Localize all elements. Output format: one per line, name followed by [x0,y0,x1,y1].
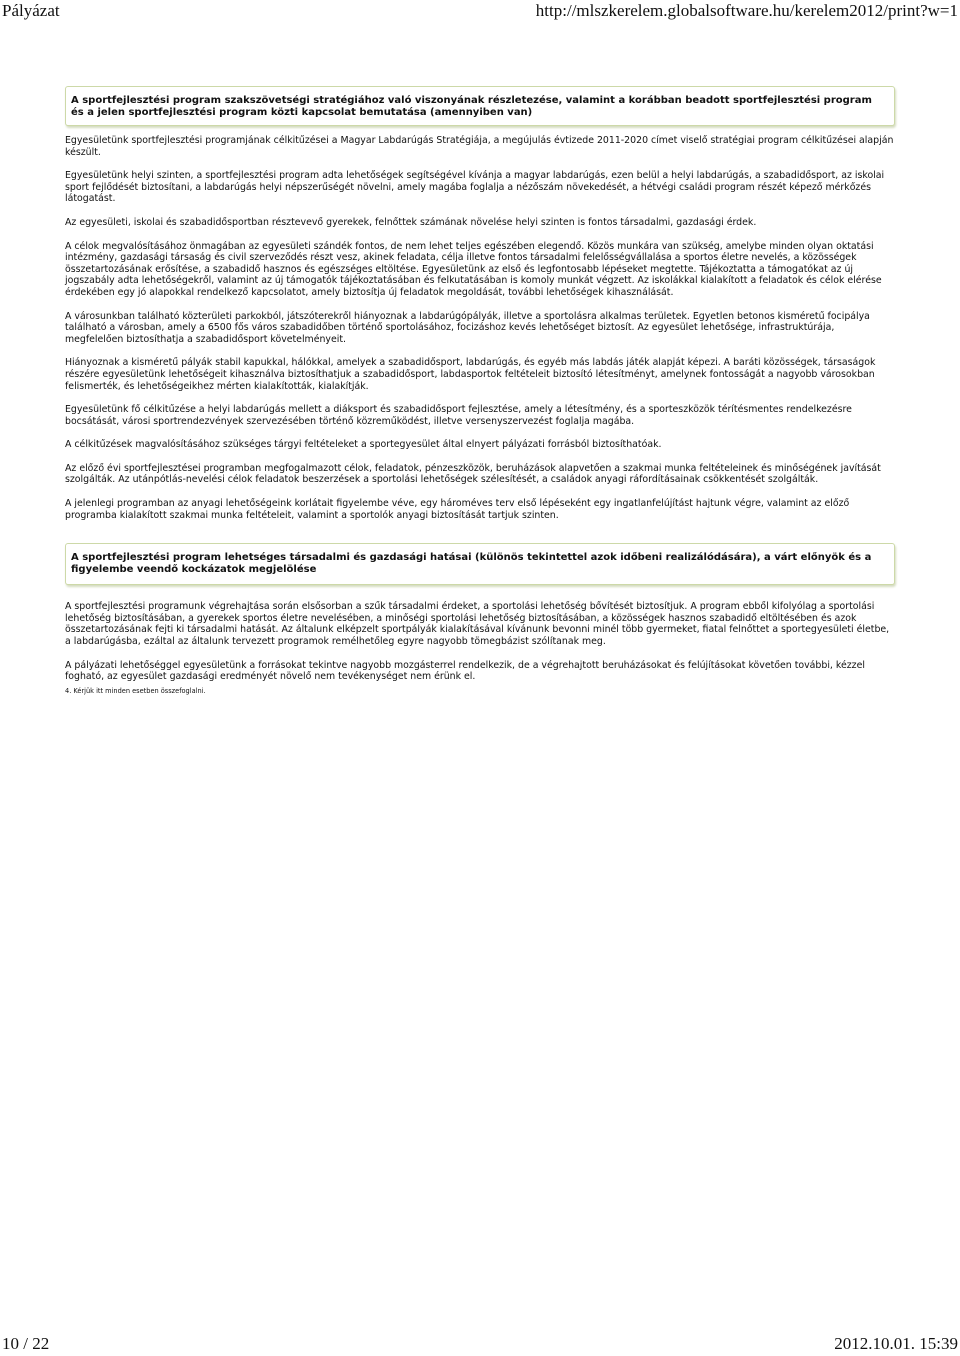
section-title: A sportfejlesztési program szakszövetségi stratégiához való viszonyának részletezése, valamint a korábban beadott sportfejlesztési program és a jelen sportfejlesztési program közti kapcsolat bemutatása (amennyiben van) [71,95,872,118]
print-footer [0,1334,960,1356]
section-title: A sportfejlesztési program lehetséges társadalmi és gazdasági hatásai (különös tekintettel azok időbeni realizálódására), a várt előnyök és a figyelembe veendő kockázatok megjelölése [71,552,872,576]
paragraph: Hiányoznak a kisméretű pályák stabil kapukkal, hálókkal, amelyek a szabadidősport, labdarúgás, és egyéb más labdás játék alapját képezi. A baráti közösségek, társaságok részére egyesületünk lehetőségeit kihasználva biztosíthatjuk a szabadidősport, labdasportok feltételeit biztosító létesítményt, amelynek fontosságát a nagyobb városokban felismerték, és lehetőségeikhez mérten kialakították, kialakítják. [65,357,876,392]
print-header-url[interactable]: http://mlszkerelem.globalsoftware.hu/kerelem2012/print?w=1 [535,1,958,20]
print-timestamp: 2012.10.01. 15:39 [834,1334,958,1353]
section-title-box [65,86,895,126]
print-header [0,0,960,22]
footnote: 4. Kérjük itt minden esetben összefoglalni. [65,686,206,695]
paragraph: A jelenlegi programban az anyagi lehetőségeink korlátait figyelembe véve, egy hároméves terv első lépéseként egy ingatlanfelújítást hajtunk végre, valamint az előző programba kialakított szakmai munka feltételeit, valamint a sportolók anyagi biztosítását tartjuk szinten. [65,498,850,521]
page-number: 10 / 22 [2,1334,50,1353]
document-content [65,86,895,695]
paragraph: A városunkban található közterületi parkokból, játszóterekről hiányoznak a labdarúgópályák, illetve a sportolásra alkalmas területek. Egyetlen betonos kisméretű focipálya található a városban, amely a 6500 fős város szabadidőben történő sportolásához, focizáshoz kevés lehetőséget biztosít. Az egyesület lehetősége, infrastruktúrája, megfelelően biztosíthatja a szabadidősport követelményeit. [65,310,870,345]
paragraph: Egyesületünk helyi szinten, a sportfejlesztési program adta lehetőségek segítségével kívánja a magyar labdarúgás, ezen belül a helyi labdarúgás, a szabadidősport, az iskolai sport fejlődését biztosítani, a labdarúgás helyi népszerűségét növelni, amely magába foglalja a nézőszám növekedését, a hétvégi családi program részét képező mérkőzés látogatást. [65,170,885,205]
print-header-title: Pályázat [2,1,60,20]
paragraph: A pályázati lehetőséggel egyesületünk a forrásokat tekintve nagyobb mozgásterrel rendelkezik, de a végrehajtott beruházásokat és felújításokat követően további, kézzel fogható, az egyesület gazdasági eredményét növelő nem tevékenységet nem érünk el. [65,659,865,683]
paragraph: A célkitűzések magvalósításához szükséges tárgyi feltételeket a sportegyesület által elnyert pályázati forrásból biztosíthatóak. [65,439,662,451]
paragraph: Az egyesületi, iskolai és szabadidősportban résztevevő gyerekek, felnőttek számának növelése helyi szinten is fontos társadalmi, gazdasági érdek. [65,216,757,228]
paragraph: Egyesületünk fő célkitűzése a helyi labdarúgás mellett a diáksport és szabadidősport fejlesztése, amely a létesítmény, és a sporteszközök térítésmentes rendelkezésre bocsátását, városi sportrendezvények szervezésében történő közreműködést, illetve versenyszervezést foglalja magába. [65,404,852,427]
paragraph: Egyesületünk sportfejlesztési programjának célkitűzései a Magyar Labdarúgás Stratégiája, a megújulás évtizede 2011-2020 címet viselő stratégiai program célkitűzései alapján készült. [65,135,894,158]
section-title-box [65,543,895,585]
paragraph: A célok megvalósításához önmagában az egyesületi szándék fontos, de nem lehet teljes egészében elegendő. Közös munkára van szükség, amelybe minden olyan oktatási intézmény, gazdasági társaság és civil szerveződés részt vesz, akinek feladata, célja illetve fontos társadalmi felelősségvállalása a sportos életre nevelés, a közösségek összetartozásának erősítése, a szabadidő hasznos és egészséges eltöltése. Egyesületünk az első és legfontosabb lépéseket megtette. Tájékoztatta a támogatókat az új jogszabály adta lehetőségekről, valamint az új támogatók tájékoztatásában és felkutatásában is komoly munkát végzett. Az iskolákkal kialakított a feladatok és célok elérése érdekében egy jó alapokkal rendelkező kapcsolatot, amely biztosítja új feladatok megoldását, további lehetőségek kihasználását. [65,240,882,298]
paragraph: A sportfejlesztési programunk végrehajtása során elsősorban a szűk társadalmi érdeket, a sportolási lehetőség bővítését biztosítjuk. A program ebből kifolyólag a sportolási lehetőség biztosításában, a gyerekek sportos életre nevelésében, a minőségi sportolási lehetőség biztosításában, a közösségek hasznos szabadidő eltöltésében és azok összetartozásának fejti ki társadalmi hatását. Az általunk elképzelt sportpályák kialakításával kívánunk bevonni minél több gyermeket, fiatal felnőttet a sportegyesületi életbe, a labdarúgásba, ezáltal az általunk tervezett programok remélhetőleg egyre nagyobb tömegbázist szólítanak meg. [65,601,890,648]
paragraph: Az előző évi sportfejlesztései programban megfogalmazott célok, feladatok, pénzeszközök, beruházások alapvetően a szakmai munka feltételeinek és minőségének javítását szolgálták. Az utánpótlás-nevelési célok feladatok beszerzések a sportolási lehetőségek szélesítését, a családok anyagi ráfordításainak csökkentését szolgálták. [65,462,881,486]
